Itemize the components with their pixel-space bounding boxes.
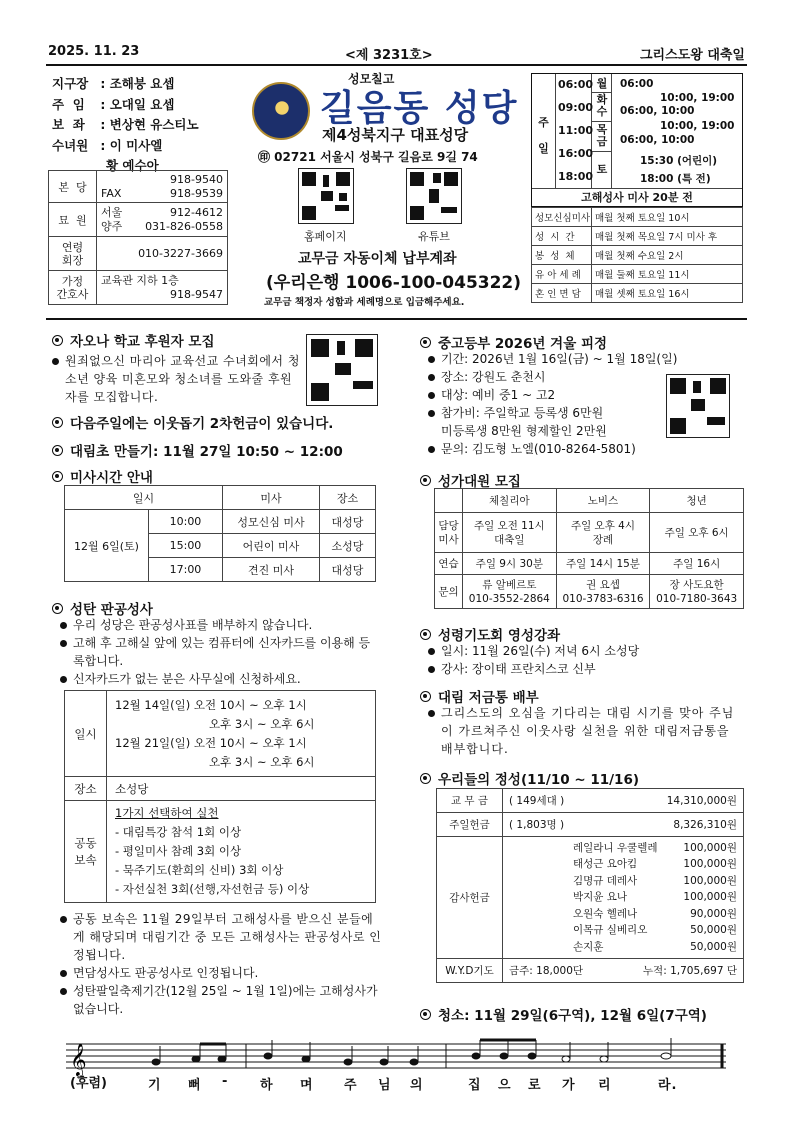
section-mass-info: 미사시간 안내 (52, 466, 153, 486)
sunday-label: 주 일 (532, 74, 556, 188)
special-label: 성모신심미사 (532, 208, 592, 227)
mass-date: 12월 6일(토) (65, 510, 149, 582)
choir-table: 체칠리아 노비스 청년 담당 미사 주일 오전 11시 대축일 주일 오후 4시 장례 주일 오후 6시 연습 주일 9시 30분 주일 14시 15분 주일 16시 문의 류 알베르토 010-3552-2864 권 요셉 010-3783-6316 장 사도요한 010-7180-3643 (434, 488, 744, 609)
section-offerings: 우리들의 정성(11/10 ~ 11/16) (420, 768, 639, 788)
staff-list (52, 74, 199, 177)
weekday-label: 목 금 (592, 124, 612, 152)
bullet-icon (60, 988, 67, 995)
staff-row: 수녀원 : 이 미사엘 (52, 137, 163, 153)
staff-row-extra: 황 예수아 (106, 158, 159, 173)
contact-legion: 010-3227-3669 (97, 237, 228, 271)
account-title: 교무금 자동이체 납부계좌 (298, 251, 457, 267)
contact-label: 본 당 (49, 171, 97, 203)
feast-day: 그리스도왕 대축일 (640, 48, 745, 63)
mass-time: 09:00 (558, 101, 594, 114)
bullet-icon (428, 410, 435, 417)
target-bullet-icon (52, 417, 63, 428)
bullet-icon (52, 358, 59, 365)
section-christmas-confession: 성탄 판공성사 (52, 598, 153, 618)
target-bullet-icon (420, 773, 431, 784)
treble-clef-icon: 𝄞 (70, 1043, 87, 1076)
parish-address: ㊞ 02721 서울시 성북구 길음로 9길 74 (258, 150, 478, 164)
prayer-details: 일시: 11월 26일(수) 저녁 6시 소성당 강사: 장이태 프란치스코 신부 (428, 642, 738, 678)
bullet-icon (60, 676, 67, 683)
special-value: 매월 셋째 토요일 16시 (592, 284, 743, 303)
emblem-star-icon (270, 96, 294, 126)
bullet-icon (60, 640, 67, 647)
confession-times: 12월 14일(일) 오전 10시 ~ 오후 1시 오후 3시 ~ 오후 6시 12월 21일(일) 오전 10시 ~ 오후 1시 오후 3시 ~ 오후 6시 (107, 691, 376, 777)
bullet-icon (428, 392, 435, 399)
bullet-icon (60, 622, 67, 629)
section-retreat: 중고등부 2026년 겨울 피정 (420, 332, 607, 352)
confession-note: 고해성사 미사 20분 전 (532, 188, 742, 206)
bullet-icon (428, 666, 435, 673)
target-bullet-icon (420, 691, 431, 702)
bank-account: (우리은행 1006-100-045322) (266, 273, 522, 293)
staff-row: 주 임 : 오대일 요셉 (52, 96, 175, 112)
staff-row: 보 좌 : 변상현 유스티노 (52, 117, 199, 132)
parish-sub: 제4성북지구 대표성당 (322, 126, 469, 144)
penance-options: 1가지 선택하여 실천 - 대림특강 참석 1회 이상 - 평일미사 참례 3회 이상 - 묵주기도(환희의 신비) 3회 이상 - 자선실천 3회(선행,자선헌금 등) 이상 (107, 801, 376, 903)
issue-number: <제 3231호> (345, 48, 433, 63)
section-zaona: 자오나 학교 후원자 모집 (52, 330, 382, 350)
target-bullet-icon (420, 475, 431, 486)
special-label: 봉 성 체 (532, 246, 592, 265)
contact-label: 묘 원 (49, 203, 97, 237)
qr-caption: 홈페이지 (304, 230, 347, 243)
contact-label: 연령 회장 (49, 237, 97, 271)
section-choir: 성가대원 모집 (420, 470, 521, 490)
homepage-qr-code[interactable] (298, 168, 354, 224)
parish-name: 길음동 성당 (320, 88, 519, 129)
header-bottom-rule (46, 318, 747, 320)
confession-notes: 공동 보속은 11월 29일부터 고해성사를 받으신 분들에게 해당되며 대림기간 중 모든 고해성사는 판공성사로 인정됩니다. 면담성사도 판공성사로 인정됩니다. 성탄팔일축제기간(12월 25일 ~ 1월 1일)에는 고해성사가 없습니다. (60, 910, 382, 1018)
youtube-qr-code[interactable] (406, 168, 462, 224)
bullet-icon (428, 648, 435, 655)
special-label: 유 아 세 례 (532, 265, 592, 284)
weekday-label: 월 (592, 78, 612, 93)
zaona-qr-code[interactable] (306, 334, 378, 406)
refrain-label: (후렴) (70, 1076, 107, 1091)
target-bullet-icon (420, 629, 431, 640)
bullet-icon (60, 970, 67, 977)
special-label: 성 시 간 (532, 227, 592, 246)
mass-time: 06:00 (558, 78, 594, 91)
section-advent-bank: 대림 저금통 배부 (420, 686, 539, 706)
special-value: 매월 첫째 토요일 10시 (592, 208, 743, 227)
section-cleaning: 청소: 11월 29일(6구역), 12월 6일(7구역) (420, 1004, 707, 1024)
bullet-icon (428, 710, 435, 717)
special-value: 매월 첫째 목요일 7시 미사 후 (592, 227, 743, 246)
bullet-icon (428, 356, 435, 363)
mass-time: 11:00 (558, 124, 594, 137)
mass-time: 16:00 (558, 147, 594, 160)
retreat-qr-code[interactable] (666, 374, 730, 438)
special-value: 매월 첫째 수요일 2시 (592, 246, 743, 265)
weekday-label: 토 (596, 163, 608, 176)
bullet-icon (60, 916, 67, 923)
weekday-times: 06:00 10:00, 19:00 06:00, 10:00 10:00, 19:00 06:00, 10:00 15:30 (어린이) 18:00 (특 전) (620, 78, 735, 185)
section-second-collection: 다음주일에는 이웃돕기 2차헌금이 있습니다. (52, 412, 333, 432)
special-schedule-table (531, 207, 743, 303)
weekday-label: 화 수 (592, 94, 612, 122)
zaona-body: 원죄없으신 마리아 교육선교 수녀회에서 청소년 양육 미혼모와 청소녀를 도와줄 후원자를 모집합니다. (52, 352, 300, 406)
target-bullet-icon (52, 335, 63, 346)
mass-schedule (531, 73, 743, 207)
contact-office: 918-9540 FAX 918-9539 (97, 171, 228, 203)
staff-row: 지구장 : 조해붕 요셉 (52, 76, 175, 91)
target-bullet-icon (420, 1009, 431, 1020)
bulletin-date: 2025. 11. 23 (48, 44, 140, 59)
contact-home: 교육관 지하 1층 918-9547 (97, 271, 228, 305)
bullet-icon (428, 446, 435, 453)
confession-bullets: 우리 성당은 판공성사표를 배부하지 않습니다. 고해 후 고해실 앞에 있는 컴퓨터에 신자카드를 이용해 등록합니다. 신자카드가 없는 분은 사무실에 신청하세요. (60, 616, 380, 688)
contact-cemetery: 서울 912-4612 양주 031-826-0558 (97, 203, 228, 237)
thanks-offerings: 레일라니 우쿨렐레 100,000원 태성근 요아킴 100,000원 김명규 데레사 100,000원 박지윤 요나 100,000원 오원숙 헬레나 90,000원 이목규 실베리오 50,000원 손지훈 50,000원 (503, 837, 744, 959)
bullet-icon (428, 374, 435, 381)
target-bullet-icon (52, 603, 63, 614)
offerings-table: 교 무 금 ( 149세대 ) 14,310,000원 주일헌금 ( 1,803명 ) 8,326,310원 감사헌금 레일라니 우쿨렐레 100,000원 태성근 요아킴 100,000원 김명규 데레사 100,000원 박지윤 요나 100,000원 오원숙 헬레나 90,000원 이목규 실베리오 50,000원 손지훈 50,000원 W.Y.D기도 금주: 18,000단 누적: 1,705,697 단 (436, 788, 744, 983)
target-bullet-icon (420, 337, 431, 348)
logo-over: 성모칠고 (348, 72, 395, 86)
mass-info-table: 일시 미사 장소 12월 6일(토) 10:00 성모신심 미사 대성당 15:00 어린이 미사 소성당 17:00 견진 미사 대성당 (64, 485, 376, 582)
special-value: 매월 둘째 토요일 11시 (592, 265, 743, 284)
target-bullet-icon (52, 445, 63, 456)
advent-bank-body: 그리스도의 오심을 기다리는 대림 시기를 맞아 주님이 가르쳐주신 이웃사랑 실천을 위한 대림저금통을 배부합니다. (428, 704, 744, 758)
qr-caption: 유튜브 (418, 230, 450, 243)
contact-label: 가정 간호사 (49, 271, 97, 305)
parish-emblem (252, 82, 310, 140)
target-bullet-icon (52, 471, 63, 482)
header-rule (46, 64, 747, 66)
special-label: 혼 인 면 담 (532, 284, 592, 303)
mass-time: 18:00 (558, 170, 594, 183)
section-advent-candle: 대림초 만들기: 11월 27일 10:50 ~ 12:00 (52, 440, 343, 460)
contacts-table (48, 170, 228, 305)
section-prayer: 성령기도회 영성강좌 (420, 624, 560, 644)
account-note: 교무금 책정자 성함과 세례명으로 입금해주세요. (264, 297, 465, 308)
retreat-details: 기간: 2026년 1월 16일(금) ~ 1월 18일(일) 장소: 강원도 춘천시 대상: 예비 중1 ~ 고2 참가비: 주일학교 등록생 6만원 미등록생 8만원 형제할인 2만원 문의: 김도형 노엘(010-8264-5801) (428, 350, 678, 458)
confession-table: 일시 12월 14일(일) 오전 10시 ~ 오후 1시 오후 3시 ~ 오후 6시 12월 21일(일) 오전 10시 ~ 오후 1시 오후 3시 ~ 오후 6시 장소 소성당 공동 보속 1가지 선택하여 실천 - 대림특강 참석 1회 이상 - 평일미사 참례 3회 이상 - 묵주기도(환희의 신비) 3회 이상 - 자선실천 3회(선행,자선헌금 등) 이상 (64, 690, 376, 903)
